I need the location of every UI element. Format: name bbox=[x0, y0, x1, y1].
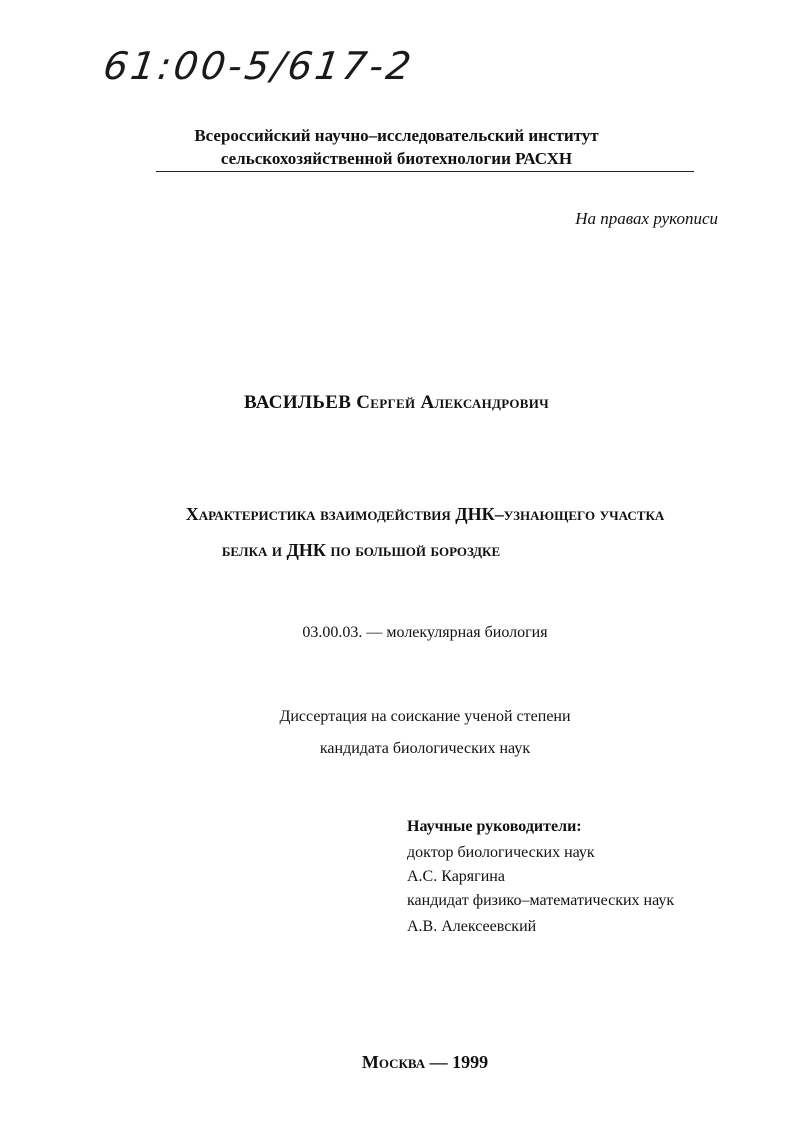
thesis-title-line-2: белка и ДНК по большой бороздке bbox=[221, 540, 501, 560]
separator: — bbox=[425, 1052, 453, 1072]
supervisor-1-degree: доктор биологических наук bbox=[407, 844, 595, 861]
institute-name-line-1: Всероссийский научно–исследовательский институт bbox=[194, 126, 599, 145]
handwritten-archive-code: 61:00-5/617-2 bbox=[100, 44, 417, 88]
supervisor-2-name: А.В. Алексеевский bbox=[407, 918, 537, 935]
degree-line-1: Диссертация на соискание ученой степени bbox=[279, 708, 571, 725]
place-and-year bbox=[0, 1052, 793, 1073]
year: 1999 bbox=[452, 1052, 489, 1072]
header-divider bbox=[156, 171, 694, 172]
rights-note: На правах рукописи bbox=[575, 209, 718, 228]
institute-name-line-2: сельскохозяйственной биотехнологии РАСХН bbox=[220, 149, 573, 168]
degree-line-2: кандидата биологических наук bbox=[319, 740, 531, 757]
thesis-title-line-1: Характеристика взаимодействия ДНК–узнающего участка bbox=[185, 504, 665, 524]
city: Москва bbox=[361, 1052, 426, 1072]
specialty-code: 03.00.03. — молекулярная биология bbox=[302, 624, 548, 641]
author-name: ВАСИЛЬЕВ Сергей Александрович bbox=[243, 392, 550, 413]
supervisors-heading: Научные руководители: bbox=[407, 818, 582, 835]
supervisor-1-name: А.С. Карягина bbox=[407, 868, 505, 885]
supervisor-2-degree: кандидат физико–математических наук bbox=[407, 892, 675, 909]
